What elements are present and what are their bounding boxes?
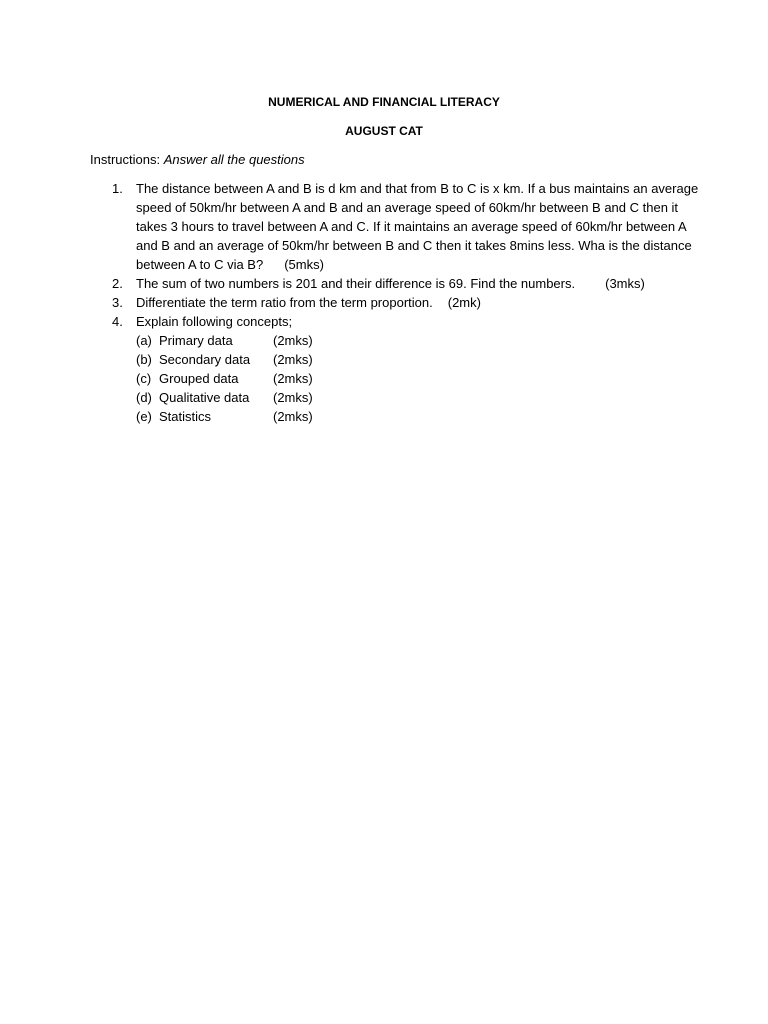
question-text: Explain following concepts; (136, 314, 293, 329)
sub-question-label: Qualitative data (159, 390, 250, 405)
document-title: NUMERICAL AND FINANCIAL LITERACY (268, 95, 500, 109)
question-number: 4. (112, 314, 123, 329)
question-1 (0, 179, 768, 274)
sub-question-marks: (2mks) (273, 390, 313, 405)
sub-question-b (136, 350, 681, 369)
sub-question-label: Secondary data (159, 352, 251, 367)
sub-question-marks: (2mks) (273, 371, 313, 386)
sub-question-letter: (d) (136, 390, 152, 405)
question-body (136, 293, 681, 312)
instructions-lead: Instructions: (90, 152, 164, 167)
question-list (0, 179, 768, 426)
question-line: The distance between A and B is d km and that from B to C is x km. If a bus maintains an average (136, 181, 699, 196)
question-body (136, 274, 681, 293)
question-marks: (5mks) (284, 257, 324, 272)
question-line-text: between A to C via B? (136, 257, 264, 272)
question-number: 1. (112, 181, 123, 196)
question-line-last (136, 255, 681, 274)
question-line: speed of 50km/hr between A and B and an average speed of 60km/hr between B and C then it (136, 200, 679, 215)
sub-question-marks: (2mks) (273, 352, 313, 367)
sub-question-marks: (2mks) (273, 409, 313, 424)
sub-question-marks: (2mks) (273, 333, 313, 348)
sub-question-c (136, 369, 681, 388)
document-subtitle: AUGUST CAT (345, 124, 423, 138)
question-line (136, 293, 681, 312)
question-text: The sum of two numbers is 201 and their difference is 69. Find the numbers. (136, 276, 576, 291)
question-line: and B and an average of 50km/hr between B and C then it takes 8mins less. Wha is the distance (136, 238, 692, 253)
question-3 (0, 293, 768, 312)
question-text: Differentiate the term ratio from the term proportion. (136, 295, 433, 310)
question-line: takes 3 hours to travel between A and C. If it maintains an average speed of 60km/hr between A (136, 219, 687, 234)
question-number: 2. (112, 276, 123, 291)
sub-question-list (136, 331, 681, 426)
sub-question-label: Grouped data (159, 371, 239, 386)
sub-question-label: Primary data (159, 333, 233, 348)
sub-question-letter: (b) (136, 352, 152, 367)
sub-question-d (136, 388, 681, 407)
sub-question-letter: (c) (136, 371, 152, 386)
sub-question-e (136, 407, 681, 426)
question-4 (0, 312, 768, 426)
sub-question-letter: (a) (136, 333, 152, 348)
sub-question-letter: (e) (136, 409, 152, 424)
sub-question-a (136, 331, 681, 350)
question-body (136, 179, 699, 274)
question-marks: (3mks) (605, 276, 645, 291)
question-line (136, 274, 681, 293)
question-body (136, 312, 681, 426)
question-marks: (2mk) (447, 295, 481, 310)
question-number: 3. (112, 295, 123, 310)
instructions-text: Answer all the questions (163, 152, 305, 167)
sub-question-label: Statistics (159, 409, 212, 424)
instructions (90, 151, 305, 169)
question-2 (0, 274, 768, 293)
